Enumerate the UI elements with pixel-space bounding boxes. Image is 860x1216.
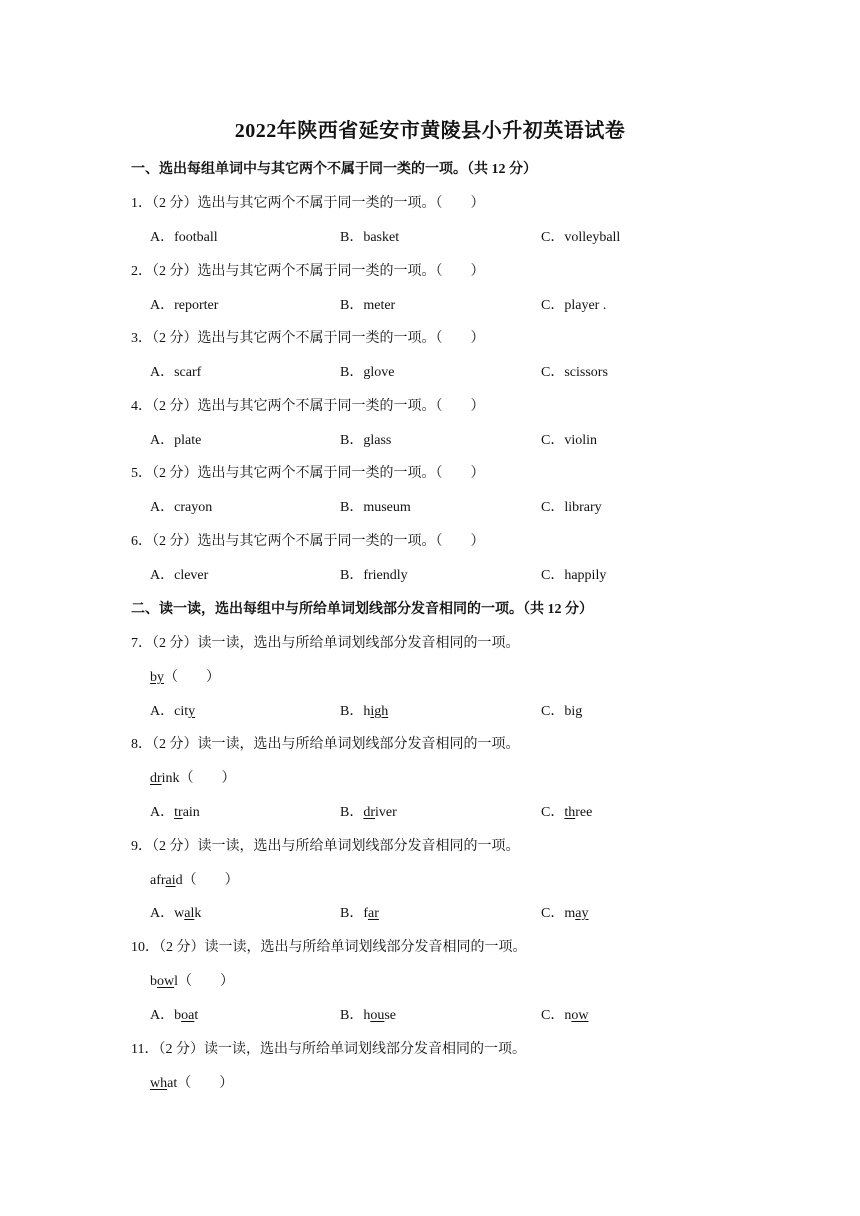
option-b: B．friendly <box>340 568 408 583</box>
option-a: A．train <box>150 805 200 820</box>
option-c: C．may <box>541 906 589 921</box>
option-c: C．three <box>541 805 593 820</box>
underlined-part: by <box>150 670 164 685</box>
given-word: what（ ） <box>150 1076 234 1091</box>
given-word: drink（ ） <box>150 771 236 786</box>
question-stem: 9．（2 分）读一读，选出与所给单词划线部分发音相同的一项。 <box>131 839 520 854</box>
option-c: C．player . <box>541 298 607 313</box>
question-stem: 10．（2 分）读一读，选出与所给单词划线部分发音相同的一项。 <box>131 940 527 955</box>
option-b: B．high <box>340 704 389 719</box>
underlined-part: ow <box>157 974 175 989</box>
given-word: bowl（ ） <box>150 974 235 989</box>
option-b: B．basket <box>340 230 400 245</box>
option-b: B．museum <box>340 500 411 515</box>
option-a: A．walk <box>150 906 202 921</box>
section-heading-2: 二、读一读，选出每组中与所给单词划线部分发音相同的一项。（共 12 分） <box>131 602 593 617</box>
question-stem: 4．（2 分）选出与其它两个不属于同一类的一项。（ ） <box>131 399 485 414</box>
section-heading-1: 一、选出每组单词中与其它两个不属于同一类的一项。（共 12 分） <box>131 162 537 177</box>
option-c: C．happily <box>541 568 607 583</box>
question-stem: 2．（2 分）选出与其它两个不属于同一类的一项。（ ） <box>131 264 485 279</box>
option-a: A．reporter <box>150 298 219 313</box>
option-a: A．scarf <box>150 365 202 380</box>
question-stem: 5．（2 分）选出与其它两个不属于同一类的一项。（ ） <box>131 466 485 481</box>
underlined-part: ai <box>165 873 176 888</box>
option-b: B．glass <box>340 433 392 448</box>
option-a: A．city <box>150 704 196 719</box>
option-c: C．violin <box>541 433 598 448</box>
option-a: A．clever <box>150 568 209 583</box>
option-b: B．far <box>340 906 379 921</box>
option-c: C．library <box>541 500 602 515</box>
option-b: B．glove <box>340 365 395 380</box>
option-b: B．driver <box>340 805 397 820</box>
option-a: A．plate <box>150 433 202 448</box>
option-c: C．volleyball <box>541 230 621 245</box>
option-a: A．boat <box>150 1008 199 1023</box>
option-a: A．football <box>150 230 218 245</box>
given-word: afraid（ ） <box>150 873 239 888</box>
underlined-part: wh <box>150 1076 168 1091</box>
option-c: C．now <box>541 1008 589 1023</box>
option-c: C．scissors <box>541 365 608 380</box>
question-stem: 1．（2 分）选出与其它两个不属于同一类的一项。（ ） <box>131 196 485 211</box>
option-b: B．house <box>340 1008 397 1023</box>
option-c: C．big <box>541 704 583 719</box>
underlined-part: dr <box>150 771 162 786</box>
question-stem: 8．（2 分）读一读，选出与所给单词划线部分发音相同的一项。 <box>131 737 520 752</box>
question-stem: 6．（2 分）选出与其它两个不属于同一类的一项。（ ） <box>131 534 485 549</box>
question-stem: 11．（2 分）读一读，选出与所给单词划线部分发音相同的一项。 <box>131 1042 526 1057</box>
given-word: by（ ） <box>150 670 220 685</box>
option-a: A．crayon <box>150 500 213 515</box>
question-stem: 3．（2 分）选出与其它两个不属于同一类的一项。（ ） <box>131 331 485 346</box>
option-b: B．meter <box>340 298 396 313</box>
page-title: 2022年陕西省延安市黄陵县小升初英语试卷 <box>234 120 626 142</box>
question-stem: 7．（2 分）读一读，选出与所给单词划线部分发音相同的一项。 <box>131 636 520 651</box>
